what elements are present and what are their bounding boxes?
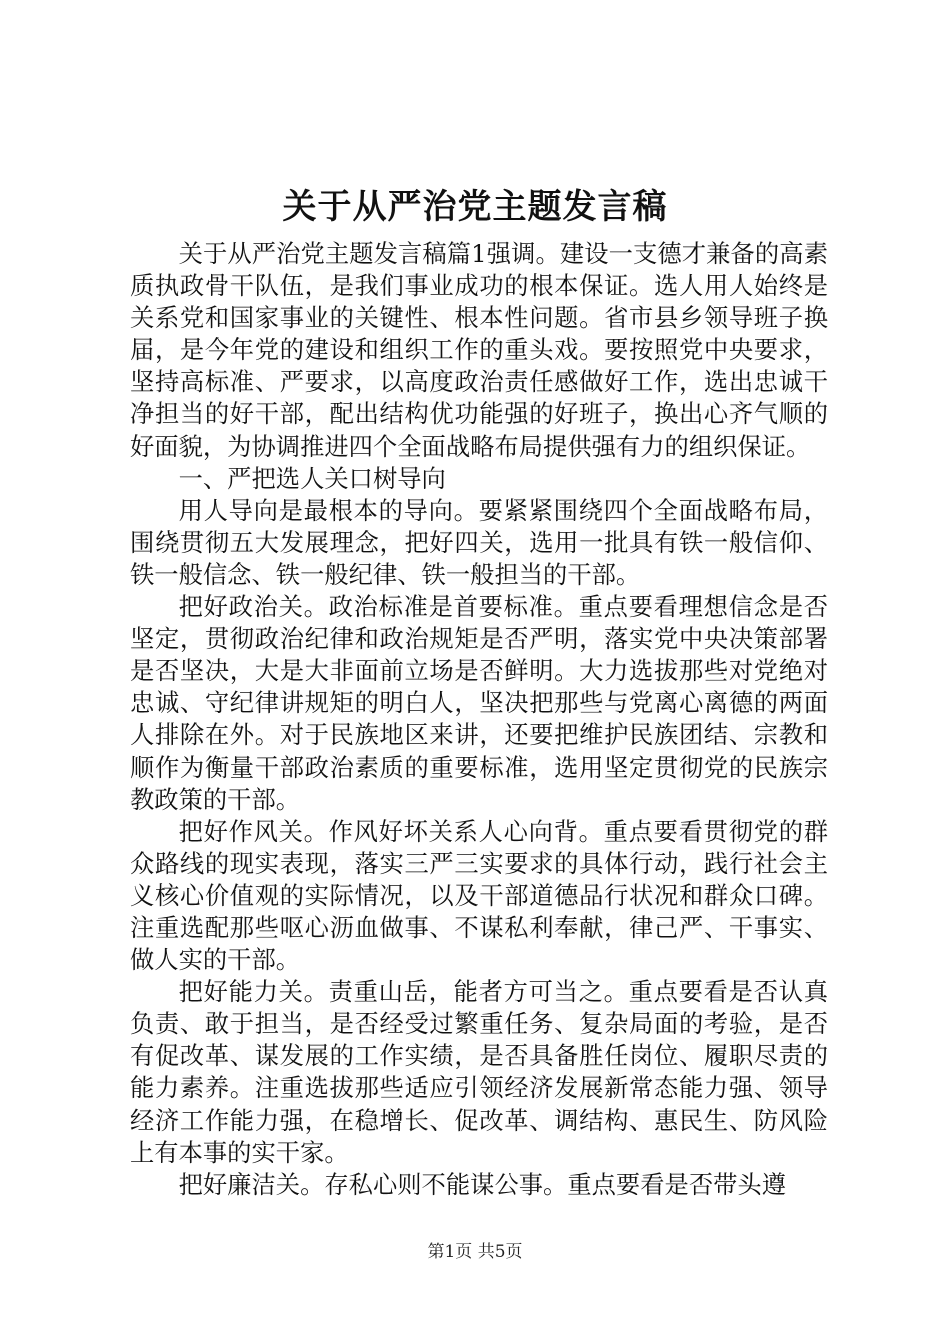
document-title: 关于从严治党主题发言稿 bbox=[282, 187, 668, 227]
document-body bbox=[130, 238, 828, 1201]
section-heading: 一、严把选人关口树导向 bbox=[178, 463, 446, 493]
paragraph-ability: 把好能力关。责重山岳，能者方可当之。重点要看是否认真负责、敢于担当，是否经受过繁重任务、复杂局面的考验，是否有促改革、谋发展的工作实绩，是否具备胜任岗位、履职尽责的能力素养。注重选拔那些适应引领经济发展新常态能力强、领导经济工作能力强，在稳增长、促改革、调结构、惠民生、防风险上有本事的实干家。 bbox=[130, 977, 828, 1167]
paragraph-political: 把好政治关。政治标准是首要标准。重点要看理想信念是否坚定，贯彻政治纪律和政治规矩是否严明，落实党中央决策部署是否坚决，大是大非面前立场是否鲜明。大力选拔那些对党绝对忠诚、守纪律讲规矩的明白人，坚决把那些与党离心离德的两面人排除在外。对于民族地区来讲，还要把维护民族团结、宗教和顺作为衡量干部政治素质的重要标准，选用坚定贯彻党的民族宗教政策的干部。 bbox=[130, 592, 828, 814]
page-footer: 第1页 共5页 bbox=[427, 1242, 523, 1262]
paragraph-intro: 关于从严治党主题发言稿篇1强调。建设一支德才兼备的高素质执政骨干队伍，是我们事业成功的根本保证。选人用人始终是关系党和国家事业的关键性、根本性问题。省市县乡领导班子换届，是今年党的建设和组织工作的重头戏。要按照党中央要求，坚持高标准、严要求，以高度政治责任感做好工作，选出忠诚干净担当的好干部，配出结构优功能强的好班子，换出心齐气顺的好面貌，为协调推进四个全面战略布局提供强有力的组织保证。 bbox=[130, 239, 828, 461]
paragraph-integrity: 把好廉洁关。存私心则不能谋公事。重点要看是否带头遵 bbox=[178, 1169, 787, 1199]
paragraph-guidance: 用人导向是最根本的导向。要紧紧围绕四个全面战略布局，围绕贯彻五大发展理念，把好四关，选用一批具有铁一般信仰、铁一般信念、铁一般纪律、铁一般担当的干部。 bbox=[130, 495, 828, 589]
paragraph-conduct: 把好作风关。作风好坏关系人心向背。重点要看贯彻党的群众路线的现实表现，落实三严三实要求的具体行动，践行社会主义核心价值观的实际情况，以及干部道德品行状况和群众口碑。注重选配那些呕心沥血做事、不谋私利奉献，律己严、干事实、做人实的干部。 bbox=[130, 816, 828, 975]
